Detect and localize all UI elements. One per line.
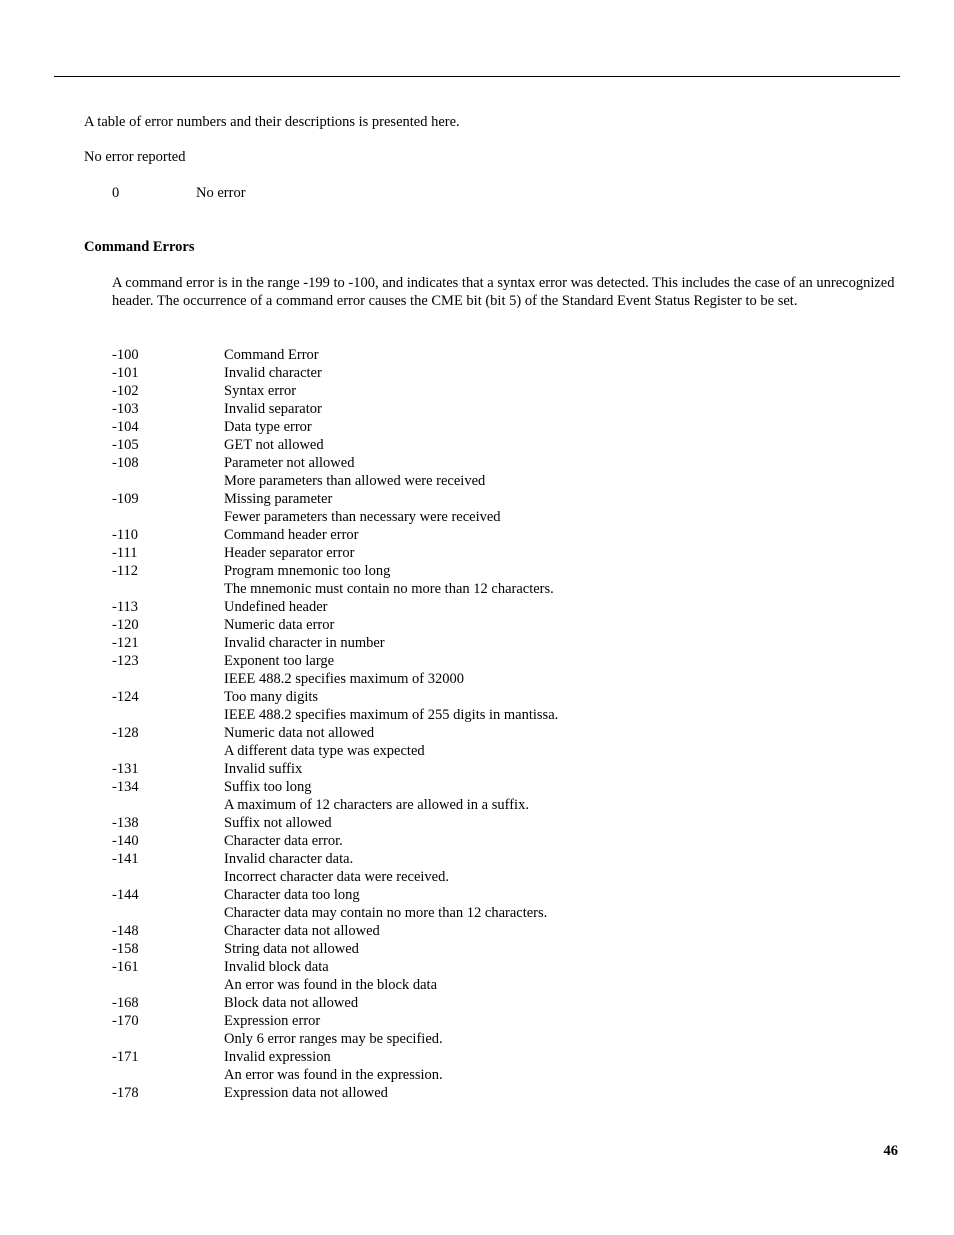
error-row <box>112 562 812 580</box>
error-code: -112 <box>112 563 139 579</box>
error-row <box>112 544 812 562</box>
error-row <box>112 832 812 850</box>
error-description: Parameter not allowed <box>224 455 355 471</box>
error-row <box>112 1066 812 1084</box>
error-row <box>112 1084 812 1102</box>
error-description: IEEE 488.2 specifies maximum of 255 digits in mantissa. <box>224 707 559 723</box>
error-description: GET not allowed <box>224 437 324 453</box>
error-description: Suffix too long <box>224 779 312 795</box>
error-code: -113 <box>112 599 139 615</box>
error-code: -108 <box>112 455 139 471</box>
error-description: More parameters than allowed were received <box>224 473 486 489</box>
error-description: Invalid suffix <box>224 761 303 777</box>
error-row <box>112 994 812 1012</box>
error-row <box>112 886 812 904</box>
error-row <box>112 778 812 796</box>
error-code: -109 <box>112 491 139 507</box>
error-row <box>112 472 812 490</box>
error-row <box>112 382 812 400</box>
error-code: -128 <box>112 725 139 741</box>
error-code: -168 <box>112 995 139 1011</box>
error-row <box>112 526 812 544</box>
page-number: 46 <box>883 1143 898 1159</box>
error-description: Character data too long <box>224 887 360 903</box>
error-description: Expression error <box>224 1013 321 1029</box>
error-row <box>112 418 812 436</box>
error-code: -101 <box>112 365 139 381</box>
error-description: Character data not allowed <box>224 923 380 939</box>
error-row <box>112 796 812 814</box>
error-description: Character data error. <box>224 833 343 849</box>
error-row <box>112 670 812 688</box>
error-row <box>112 364 812 382</box>
header-rule <box>54 76 900 77</box>
error-row <box>112 976 812 994</box>
error-code: -124 <box>112 689 139 705</box>
error-description: Invalid separator <box>224 401 322 417</box>
error-code: -131 <box>112 761 139 777</box>
error-description: Exponent too large <box>224 653 335 669</box>
error-row <box>112 616 812 634</box>
command-errors-paragraph: A command error is in the range -199 to -100, and indicates that a syntax error was detected. This includes the case of an unrecognized header. The occurrence of a command error causes the CME bit (bit 5) of the Standard Event Status Register to be set. <box>112 275 895 309</box>
error-row <box>112 454 812 472</box>
error-description: Invalid character data. <box>224 851 354 867</box>
error-code-list <box>112 346 812 1102</box>
error-row <box>112 1030 812 1048</box>
error-description: A maximum of 12 characters are allowed in a suffix. <box>224 797 529 813</box>
no-error-description: No error <box>196 185 246 201</box>
error-description: Invalid character in number <box>224 635 385 651</box>
error-description: Command Error <box>224 347 319 363</box>
error-description: Command header error <box>224 527 359 543</box>
no-error-code: 0 <box>112 185 120 201</box>
error-description: Suffix not allowed <box>224 815 332 831</box>
error-description: Missing parameter <box>224 491 333 507</box>
error-description: An error was found in the block data <box>224 977 438 993</box>
error-code: -144 <box>112 887 139 903</box>
error-description: Program mnemonic too long <box>224 563 391 579</box>
error-code: -111 <box>112 545 138 561</box>
error-code: -100 <box>112 347 139 363</box>
error-row <box>112 1012 812 1030</box>
error-description: Fewer parameters than necessary were received <box>224 509 501 525</box>
error-description: Data type error <box>224 419 312 435</box>
error-code: -171 <box>112 1049 139 1065</box>
error-description: The mnemonic must contain no more than 12 characters. <box>224 581 554 597</box>
error-code: -158 <box>112 941 139 957</box>
error-row <box>112 652 812 670</box>
error-description: Block data not allowed <box>224 995 359 1011</box>
error-description: String data not allowed <box>224 941 359 957</box>
error-description: Only 6 error ranges may be specified. <box>224 1031 443 1047</box>
error-description: Header separator error <box>224 545 355 561</box>
command-errors-heading: Command Errors <box>84 239 195 255</box>
error-row <box>112 706 812 724</box>
error-code: -104 <box>112 419 139 435</box>
error-row <box>112 346 812 364</box>
error-row <box>112 508 812 526</box>
error-row <box>112 922 812 940</box>
error-code: -170 <box>112 1013 139 1029</box>
error-row <box>112 940 812 958</box>
error-row <box>112 760 812 778</box>
error-code: -140 <box>112 833 139 849</box>
error-description: Syntax error <box>224 383 297 399</box>
error-row <box>112 598 812 616</box>
error-code: -134 <box>112 779 139 795</box>
error-code: -120 <box>112 617 139 633</box>
error-row <box>112 688 812 706</box>
error-code: -161 <box>112 959 139 975</box>
error-code: -105 <box>112 437 139 453</box>
error-description: Undefined header <box>224 599 328 615</box>
error-row <box>112 958 812 976</box>
error-row <box>112 814 812 832</box>
error-code: -141 <box>112 851 139 867</box>
error-row <box>112 868 812 886</box>
error-description: Numeric data error <box>224 617 335 633</box>
error-description: Numeric data not allowed <box>224 725 375 741</box>
error-code: -148 <box>112 923 139 939</box>
error-description: Character data may contain no more than 12 characters. <box>224 905 548 921</box>
error-code: -110 <box>112 527 139 543</box>
error-row <box>112 724 812 742</box>
error-row <box>112 490 812 508</box>
error-row <box>112 634 812 652</box>
error-code: -123 <box>112 653 139 669</box>
error-code: -121 <box>112 635 139 651</box>
error-code: -103 <box>112 401 139 417</box>
no-error-heading: No error reported <box>84 149 186 165</box>
error-row <box>112 742 812 760</box>
error-row <box>112 400 812 418</box>
error-row <box>112 1048 812 1066</box>
error-code: -138 <box>112 815 139 831</box>
error-row <box>112 436 812 454</box>
error-code: -178 <box>112 1085 139 1101</box>
error-description: Invalid character <box>224 365 322 381</box>
error-row <box>112 580 812 598</box>
error-description: Incorrect character data were received. <box>224 869 449 885</box>
error-row <box>112 850 812 868</box>
error-description: Invalid block data <box>224 959 329 975</box>
intro-text: A table of error numbers and their descriptions is presented here. <box>84 114 460 130</box>
error-description: Too many digits <box>224 689 319 705</box>
error-row <box>112 904 812 922</box>
error-code: -102 <box>112 383 139 399</box>
error-description: An error was found in the expression. <box>224 1067 443 1083</box>
error-description: Invalid expression <box>224 1049 331 1065</box>
error-description: A different data type was expected <box>224 743 425 759</box>
error-description: Expression data not allowed <box>224 1085 388 1101</box>
error-description: IEEE 488.2 specifies maximum of 32000 <box>224 671 465 687</box>
